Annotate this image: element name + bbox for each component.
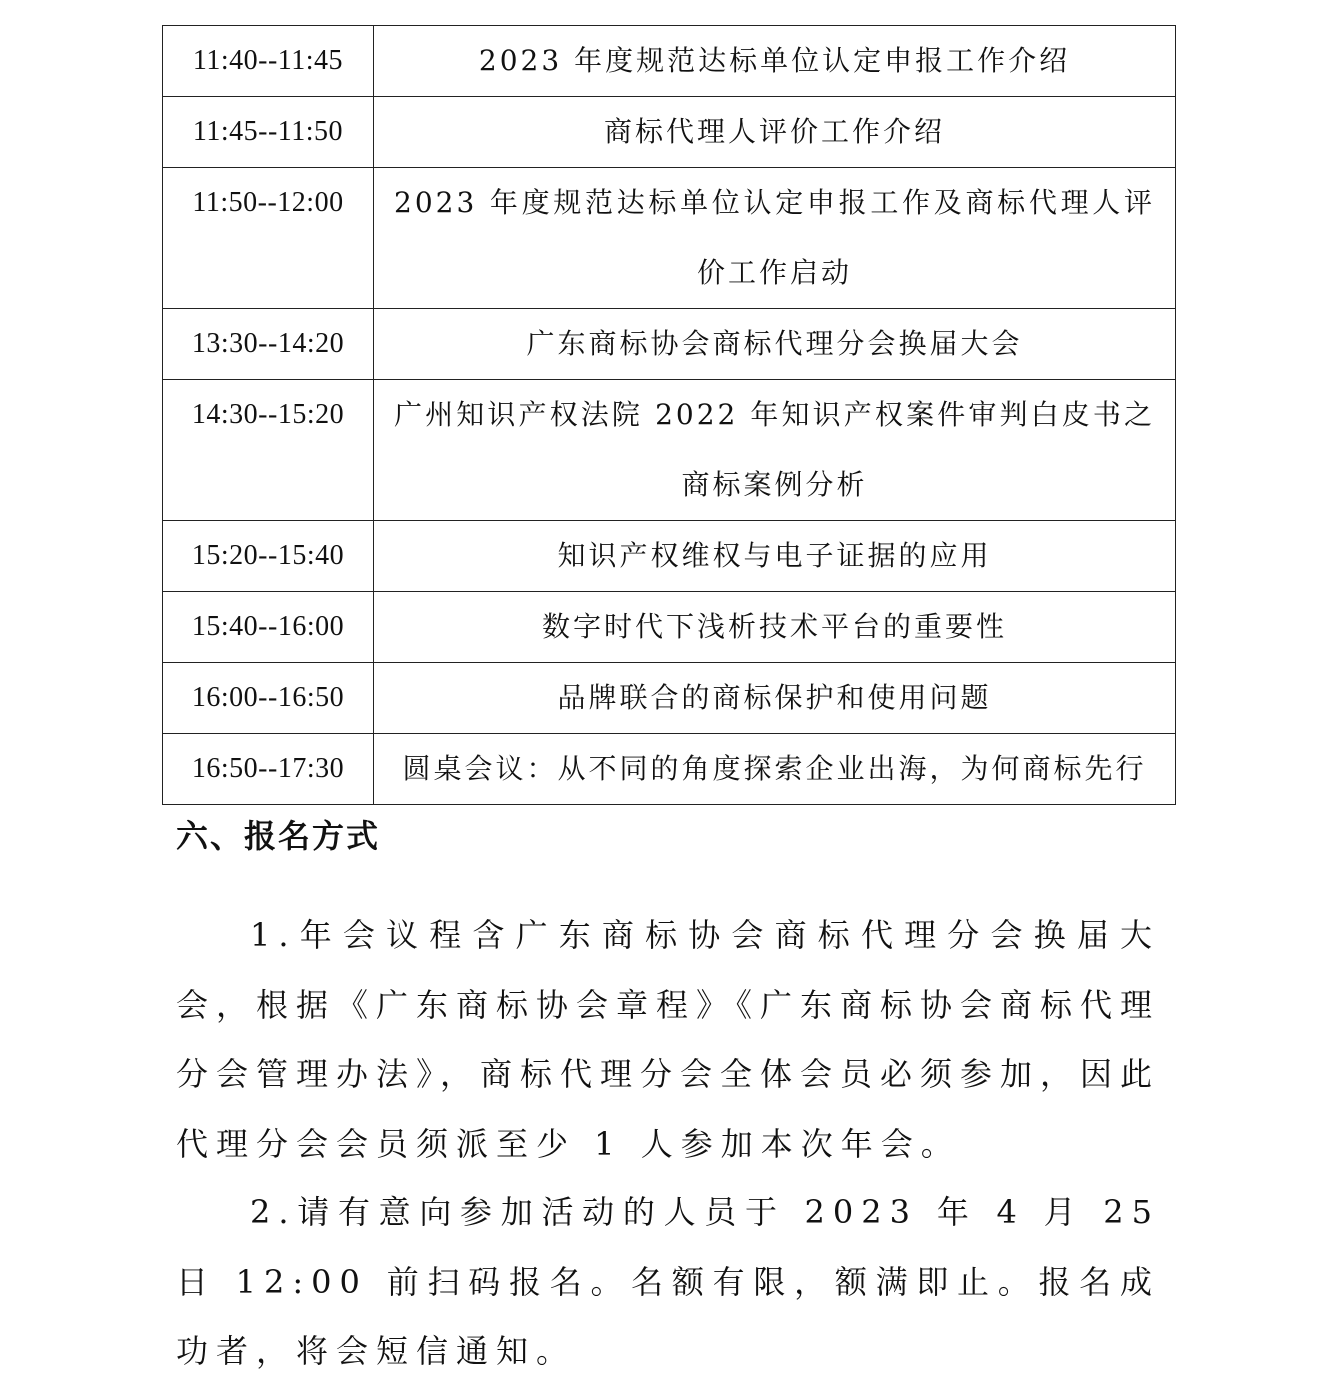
schedule-row: [163, 734, 1176, 805]
agenda-item-cell: 2023 年度规范达标单位认定申报工作介绍: [374, 26, 1176, 97]
time-cell: 15:40--16:00: [163, 592, 374, 663]
agenda-item-cell: 数字时代下浅析技术平台的重要性: [374, 592, 1176, 663]
time-cell: 16:50--17:30: [163, 734, 374, 805]
agenda-item-cell: 商标代理人评价工作介绍: [374, 97, 1176, 168]
registration-paragraph-2: 2.请有意向参加活动的人员于 2023 年 4 月 25 日 12:00 前扫码报名。名额有限，额满即止。报名成功者，将会短信通知。: [176, 1193, 1160, 1370]
section-heading: 六、报名方式: [176, 817, 381, 855]
schedule-row: [163, 380, 1176, 521]
schedule-row: [163, 168, 1176, 309]
time-cell: 14:30--15:20: [163, 380, 374, 521]
agenda-item-cell: 圆桌会议：从不同的角度探索企业出海，为何商标先行: [374, 734, 1176, 805]
schedule-row: [163, 663, 1176, 734]
schedule-row: [163, 521, 1176, 592]
schedule-row: [163, 97, 1176, 168]
schedule-row: [163, 592, 1176, 663]
schedule-table: [162, 25, 1176, 805]
time-cell: 11:50--12:00: [163, 168, 374, 309]
schedule-row: [163, 26, 1176, 97]
time-cell: 15:20--15:40: [163, 521, 374, 592]
schedule-row: [163, 309, 1176, 380]
time-cell: 11:40--11:45: [163, 26, 374, 97]
agenda-item-cell: 广州知识产权法院 2022 年知识产权案件审判白皮书之商标案例分析: [374, 380, 1176, 521]
time-cell: 13:30--14:20: [163, 309, 374, 380]
registration-paragraph-1: 1.年会议程含广东商标协会商标代理分会换届大会，根据《广东商标协会章程》《广东商标协会商标代理分会管理办法》，商标代理分会全体会员必须参加，因此代理分会会员须派至少 1 人参加本次年会。: [176, 916, 1161, 1163]
agenda-item-cell: 品牌联合的商标保护和使用问题: [374, 663, 1176, 734]
agenda-item-cell: 知识产权维权与电子证据的应用: [374, 521, 1176, 592]
time-cell: 16:00--16:50: [163, 663, 374, 734]
time-cell: 11:45--11:50: [163, 97, 374, 168]
agenda-item-cell: 2023 年度规范达标单位认定申报工作及商标代理人评价工作启动: [374, 168, 1176, 309]
agenda-item-cell: 广东商标协会商标代理分会换届大会: [374, 309, 1176, 380]
